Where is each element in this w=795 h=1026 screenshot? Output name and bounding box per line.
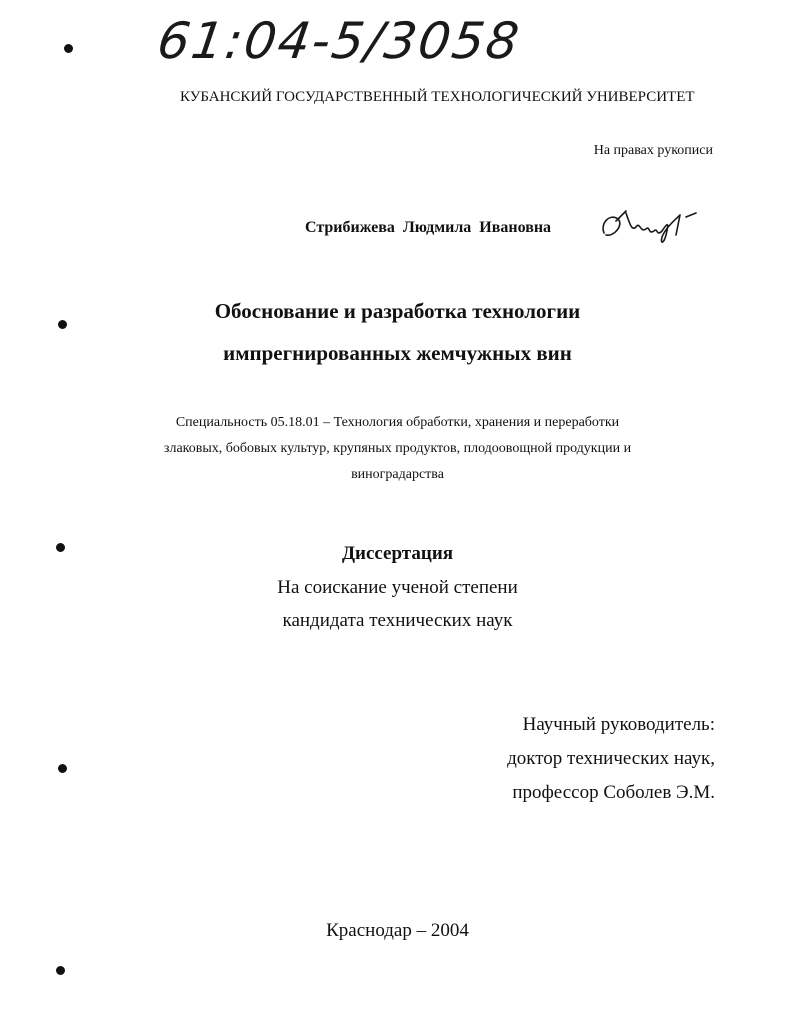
place-year: Краснодар – 2004 — [326, 920, 469, 941]
specialty-line-2: злаковых, бобовых культур, крупяных продуктов, плодоовощной продукции и — [163, 441, 632, 456]
dissertation-degree-line-1: На соискание ученой степени — [277, 577, 518, 598]
specialty-line-1: Специальность 05.18.01 – Технология обработки, хранения и переработки — [175, 415, 620, 430]
binding-mark — [58, 764, 67, 773]
archive-number: 61:04-5/3058 — [153, 12, 525, 70]
manuscript-rights: На правах рукописи — [593, 143, 713, 158]
author-name: Стрибижева Людмила Ивановна — [305, 219, 552, 236]
advisor-degree: доктор технических наук, — [507, 748, 715, 769]
thesis-title-line-1: Обоснование и разработка технологии — [214, 299, 581, 323]
university-name: КУБАНСКИЙ ГОСУДАРСТВЕННЫЙ ТЕХНОЛОГИЧЕСКИЙ УНИВЕРСИТЕТ — [180, 89, 695, 105]
advisor-label: Научный руководитель: — [522, 714, 715, 735]
binding-mark — [64, 44, 73, 53]
binding-mark — [56, 966, 65, 975]
author-signature — [596, 205, 704, 247]
thesis-title-line-2: импрегнированных жемчужных вин — [223, 341, 572, 365]
dissertation-degree-line-2: кандидата технических наук — [282, 610, 513, 631]
specialty-line-3: виноградарства — [351, 467, 444, 482]
advisor-name: профессор Соболев Э.М. — [512, 782, 715, 803]
dissertation-label: Диссертация — [341, 543, 454, 564]
